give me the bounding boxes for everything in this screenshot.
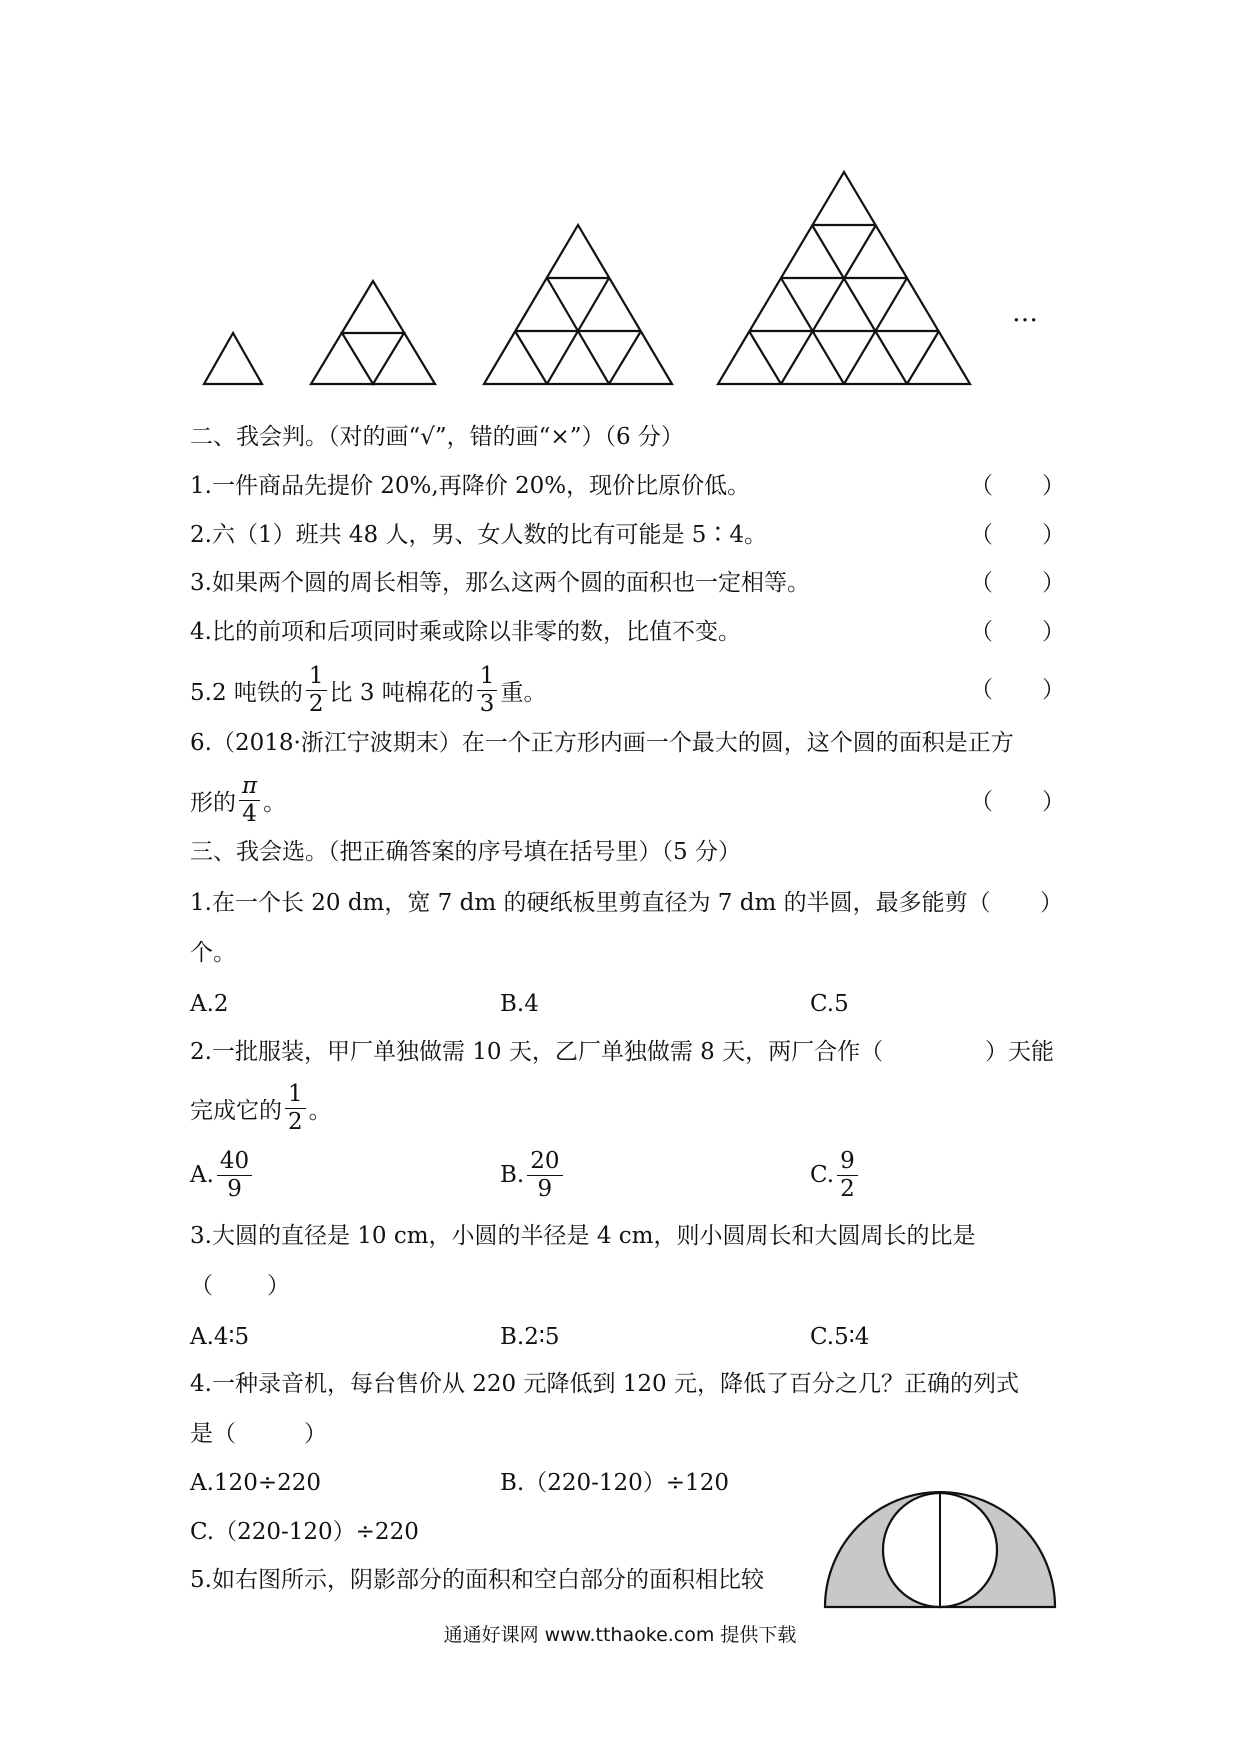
choice-q3-answer-blank[interactable]: （ ） [190,1273,290,1299]
choice-q2-option-b[interactable]: B. $\frac{20}{9}$ [500,1145,566,1205]
judge-q2-answer-blank[interactable]: （ ） [970,522,1065,548]
choice-q2-line1: 2.一批服装，甲厂单独做需 10 天，乙厂单独做需 8 天，两厂合作（ [190,1039,884,1065]
triangle-pattern-figure [0,0,1240,420]
choice-q4-option-c[interactable]: C.（220-120）÷220 [190,1519,419,1545]
semicircle-circle-figure [823,1484,1063,1614]
triangle-figure-3 [484,225,672,384]
fraction-pi-over-four: $\frac{\pi}{4}$ [239,775,260,826]
choice-q2-line1-tail: ）天能 [985,1039,1054,1065]
fraction-one-third: $\frac{1}{3}$ [477,665,498,716]
choice-q2-option-c[interactable]: C. $\frac{9}{2}$ [810,1145,861,1205]
judge-q6-line1: 6.（2018·浙江宁波期末）在一个正方形内画一个最大的圆，这个圆的面积是正方 [190,730,1014,756]
fraction-one-half: $\frac{1}{2}$ [285,1083,306,1134]
triangle-figure-1 [204,333,262,384]
footer-text: 通通好课网 www.tthaoke.com 提供下载 [443,1624,797,1646]
ellipsis: … [1012,298,1038,328]
judge-q6-answer-blank[interactable]: （ ） [970,789,1065,815]
judge-q1: 1.一件商品先提价 20%,再降价 20%，现价比原价低。 [190,473,751,499]
judge-q3-answer-blank[interactable]: （ ） [970,570,1065,596]
judge-q5-answer-blank[interactable]: （ ） [970,677,1065,703]
judge-q2: 2.六（1）班共 48 人，男、女人数的比有可能是 5∶4。 [190,522,768,548]
judge-q5: 5.2 吨铁的 $\frac{1}{2}$ 比 3 吨棉花的 $\frac{1}{3}$ 重。 [190,662,547,717]
choice-q1-option-a[interactable]: A.2 [190,991,229,1017]
triangle-figure-2 [311,281,435,384]
choice-q1-option-b[interactable]: B.4 [500,991,539,1017]
choice-q1-answer-close[interactable]: ） [1040,890,1063,916]
choice-q1-line1: 1.在一个长 20 dm，宽 7 dm 的硬纸板里剪直径为 7 dm 的半圆，最多能剪（ [190,890,991,916]
triangle-figure-4 [718,172,970,384]
choice-q3-option-c[interactable]: C.5∶4 [810,1324,870,1350]
choice-q1-option-c[interactable]: C.5 [810,991,849,1017]
section3-heading: 三、我会选。（把正确答案的序号填在括号里）（5 分） [190,839,741,865]
judge-q3: 3.如果两个圆的周长相等，那么这两个圆的面积也一定相等。 [190,570,810,596]
choice-q5-line1: 5.如右图所示，阴影部分的面积和空白部分的面积相比较 [190,1567,764,1593]
choice-q3-option-a[interactable]: A.4∶5 [190,1324,250,1350]
choice-q2-line2: 完成它的 $\frac{1}{2}$ 。 [190,1080,332,1135]
judge-q1-answer-blank[interactable]: （ ） [970,473,1065,499]
choice-q1-line2: 个。 [190,940,236,966]
judge-q4: 4.比的前项和后项同时乘或除以非零的数，比值不变。 [190,619,741,645]
judge-q4-answer-blank[interactable]: （ ） [970,619,1065,645]
choice-q3-option-b[interactable]: B.2∶5 [500,1324,560,1350]
choice-q3-line1: 3.大圆的直径是 10 cm，小圆的半径是 4 cm，则小圆周长和大圆周长的比是 [190,1223,976,1249]
judge-q6-line2: 形的 $\frac{\pi}{4}$ 。 [190,772,287,827]
choice-q2-option-a[interactable]: A. $\frac{40}{9}$ [190,1145,255,1205]
section2-heading: 二、我会判。（对的画“√”，错的画“×”）（6 分） [190,424,684,450]
choice-q4-option-a[interactable]: A.120÷220 [190,1470,321,1496]
fraction-one-half: $\frac{1}{2}$ [306,665,327,716]
choice-q4-line1: 4.一种录音机，每台售价从 220 元降低到 120 元，降低了百分之几？正确的列式 [190,1371,1019,1397]
choice-q4-line2: 是（ ） [190,1421,327,1447]
choice-q4-option-b[interactable]: B.（220-120）÷120 [500,1470,729,1496]
